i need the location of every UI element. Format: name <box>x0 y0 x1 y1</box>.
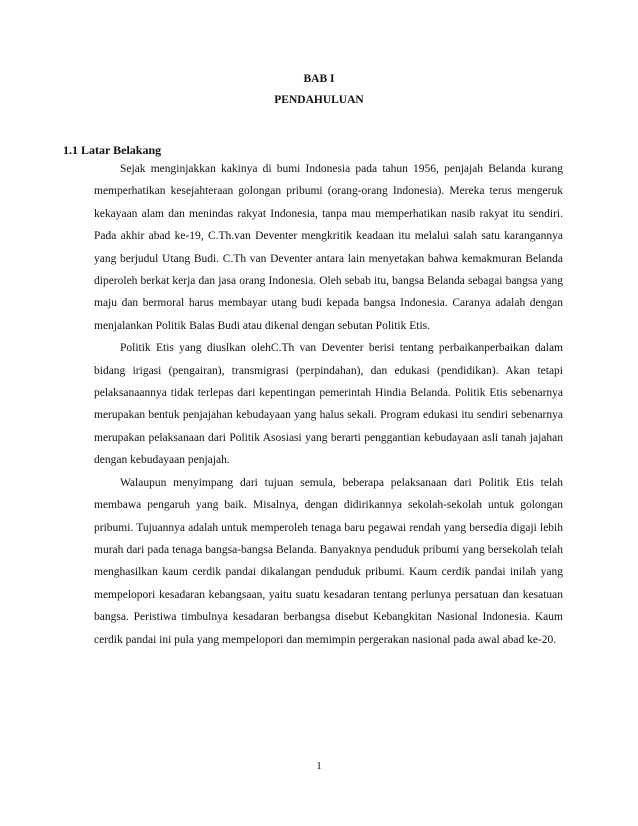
section-body <box>94 158 563 651</box>
page-number: 1 <box>316 760 322 772</box>
chapter-title: PENDAHULUAN <box>274 94 364 106</box>
chapter-number: BAB I <box>303 73 335 85</box>
paragraph-1: Sejak menginjakkan kakinya di bumi Indonesia pada tahun 1956, penjajah Belanda kurang memperhatikan kesejahteraan golongan pribumi (orang-orang Indonesia). Mereka terus mengeruk kekayaan alam dan menindas rakyat Indonesia, tanpa mau memperhatikan nasib rakyat itu sendiri. Pada akhir abad ke-19, C.Th.van Deventer mengkritik keadaan itu melalui salah satu karangannya yang berjudul Utang Budi. C.Th van Deventer antara lain menyetakan bahwa kemakmuran Belanda diperoleh berkat kerja dan jasa orang Indonesia. Oleh sebab itu, bangsa Belanda sebagai bangsa yang maju dan bermoral harus membayar utang budi kepada bangsa Indonesia. Caranya adalah dengan menjalankan Politik Balas Budi atau dikenal dengan sebutan Politik Etis. <box>94 163 563 332</box>
paragraph-3: Walaupun menyimpang dari tujuan semula, beberapa pelaksanaan dari Politik Etis telah membawa pengaruh yang baik. Misalnya, dengan didirikannya sekolah-sekolah untuk golongan pribumi. Tujuannya adalah untuk memperoleh tenaga baru pegawai rendah yang bersedia digaji lebih murah dari pada tenaga bangsa-bangsa Belanda. Banyaknya penduduk pribumi yang bersekolah telah menghasilkan kaum cerdik pandai dikalangan penduduk pribumi. Kaum cerdik pandai inilah yang mempelopori kesadaran kebangsaan, yaitu suatu kesadaran tentang perlunya persatuan dan kesatuan bangsa. Peristiwa timbulnya kesadaran berbangsa disebut Kebangkitan Nasional Indonesia. Kaum cerdik pandai ini pula yang mempelopori dan memimpin pergerakan nasional pada awal abad ke-20. <box>94 476 563 646</box>
paragraph-2: Politik Etis yang diuslkan olehC.Th van Deventer berisi tentang perbaikanperbaikan dalam bidang irigasi (pengairan), transmigrasi (perpindahan), dan edukasi (pendidikan). Akan tetapi pelaksanaannya tidak terlepas dari kepentingan pemerintah Hindia Belanda. Politik Etis sebenarnya merupakan bentuk penjajahan kebudayaan yang halus sekali. Program edukasi itu sendiri sebenarnya merupakan pelaksanaan dari Politik Asosiasi yang berarti penggantian kebudayaan asli tanah jajahan dengan kebudayaan penjajah. <box>94 342 563 467</box>
section-heading: 1.1 Latar Belakang <box>63 143 162 157</box>
